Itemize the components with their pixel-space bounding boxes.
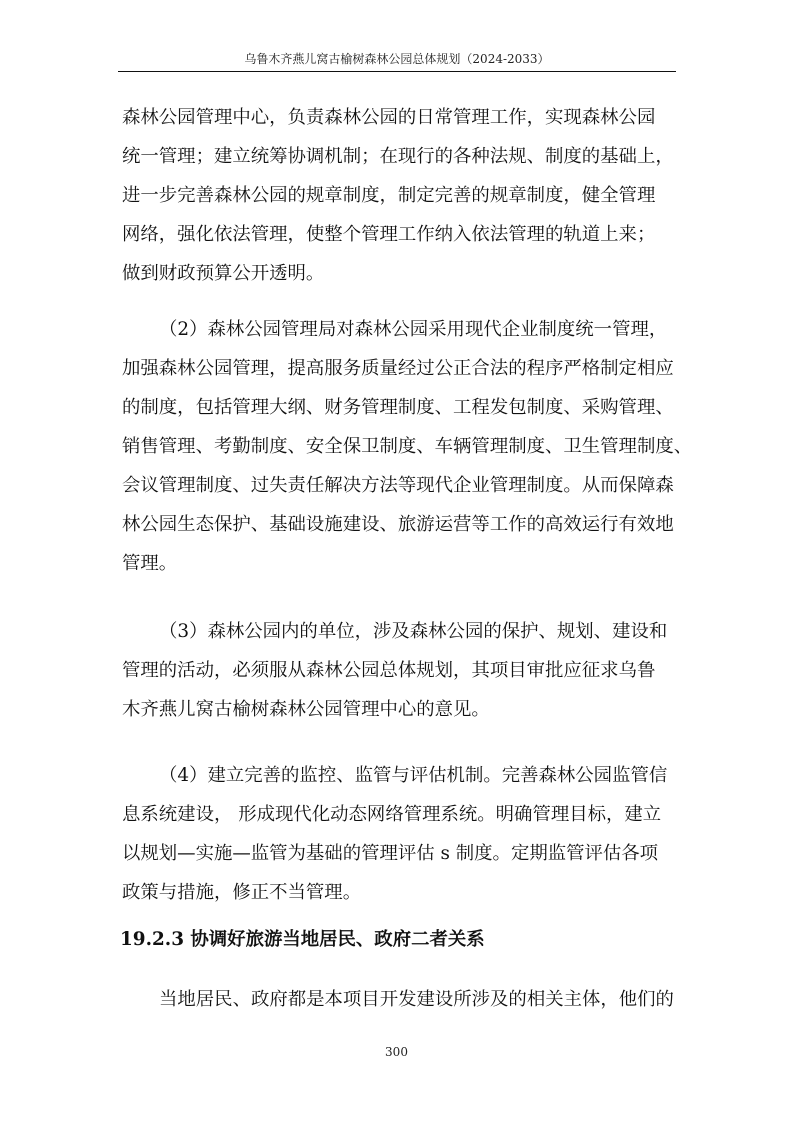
paragraph-3 xyxy=(122,612,682,729)
text-line: 统一管理；建立统筹协调机制；在现行的各种法规、制度的基础上， xyxy=(122,146,674,167)
text-line: 木齐燕儿窝古榆树森林公园管理中心的意见。 xyxy=(122,699,490,720)
text-line: 以规划—实施—监管为基础的管理评估 s 制度。定期监管评估各项 xyxy=(122,843,659,864)
text-line: 林公园生态保护、基础设施建设、旅游运营等工作的高效运行有效地 xyxy=(122,514,674,535)
text-line: 加强森林公园管理，提高服务质量经过公正合法的程序严格制定相应 xyxy=(122,358,674,379)
running-header: 乌鲁木齐燕儿窝古榆树森林公园总体规划（2024-2033） xyxy=(244,52,550,66)
paragraph-1 xyxy=(122,98,682,293)
section-heading: 19.2.3 协调好旅游当地居民、政府二者关系 xyxy=(120,929,485,950)
text-line: （4）建立完善的监控、监管与评估机制。完善森林公园监管信 xyxy=(159,765,668,786)
paragraph-4 xyxy=(122,756,682,912)
text-line: 息系统建设， 形成现代化动态网络管理系统。明确管理目标，建立 xyxy=(122,804,662,825)
text-line: 森林公园管理中心，负责森林公园的日常管理工作，实现森林公园 xyxy=(122,107,656,128)
page-number: 300 xyxy=(385,1045,408,1059)
paragraph-5 xyxy=(122,980,682,1019)
text-line: 销售管理、考勤制度、安全保卫制度、车辆管理制度、卫生管理制度、 xyxy=(122,436,693,457)
text-line: 做到财政预算公开透明。 xyxy=(122,263,325,284)
text-line: 网络，强化依法管理，使整个管理工作纳入依法管理的轨道上来； xyxy=(122,224,656,245)
text-line: 管理的活动，必须服从森林公园总体规划，其项目审批应征求乌鲁 xyxy=(122,660,656,681)
text-line: 的制度，包括管理大纲、财务管理制度、工程发包制度、采购管理、 xyxy=(122,397,674,418)
text-line: 会议管理制度、过失责任解决方法等现代企业管理制度。从而保障森 xyxy=(122,475,674,496)
text-line: 当地居民、政府都是本项目开发建设所涉及的相关主体，他们的 xyxy=(159,989,674,1010)
text-line: 政策与措施，修正不当管理。 xyxy=(122,882,362,903)
text-line: 管理。 xyxy=(122,553,178,574)
text-line: 进一步完善森林公园的规章制度，制定完善的规章制度，健全管理 xyxy=(122,185,656,206)
header-divider xyxy=(118,71,676,72)
paragraph-2 xyxy=(122,310,693,583)
text-line: （3）森林公园内的单位，涉及森林公园的保护、规划、建设和 xyxy=(159,621,668,642)
text-line: （2）森林公园管理局对森林公园采用现代企业制度统一管理， xyxy=(159,319,668,340)
